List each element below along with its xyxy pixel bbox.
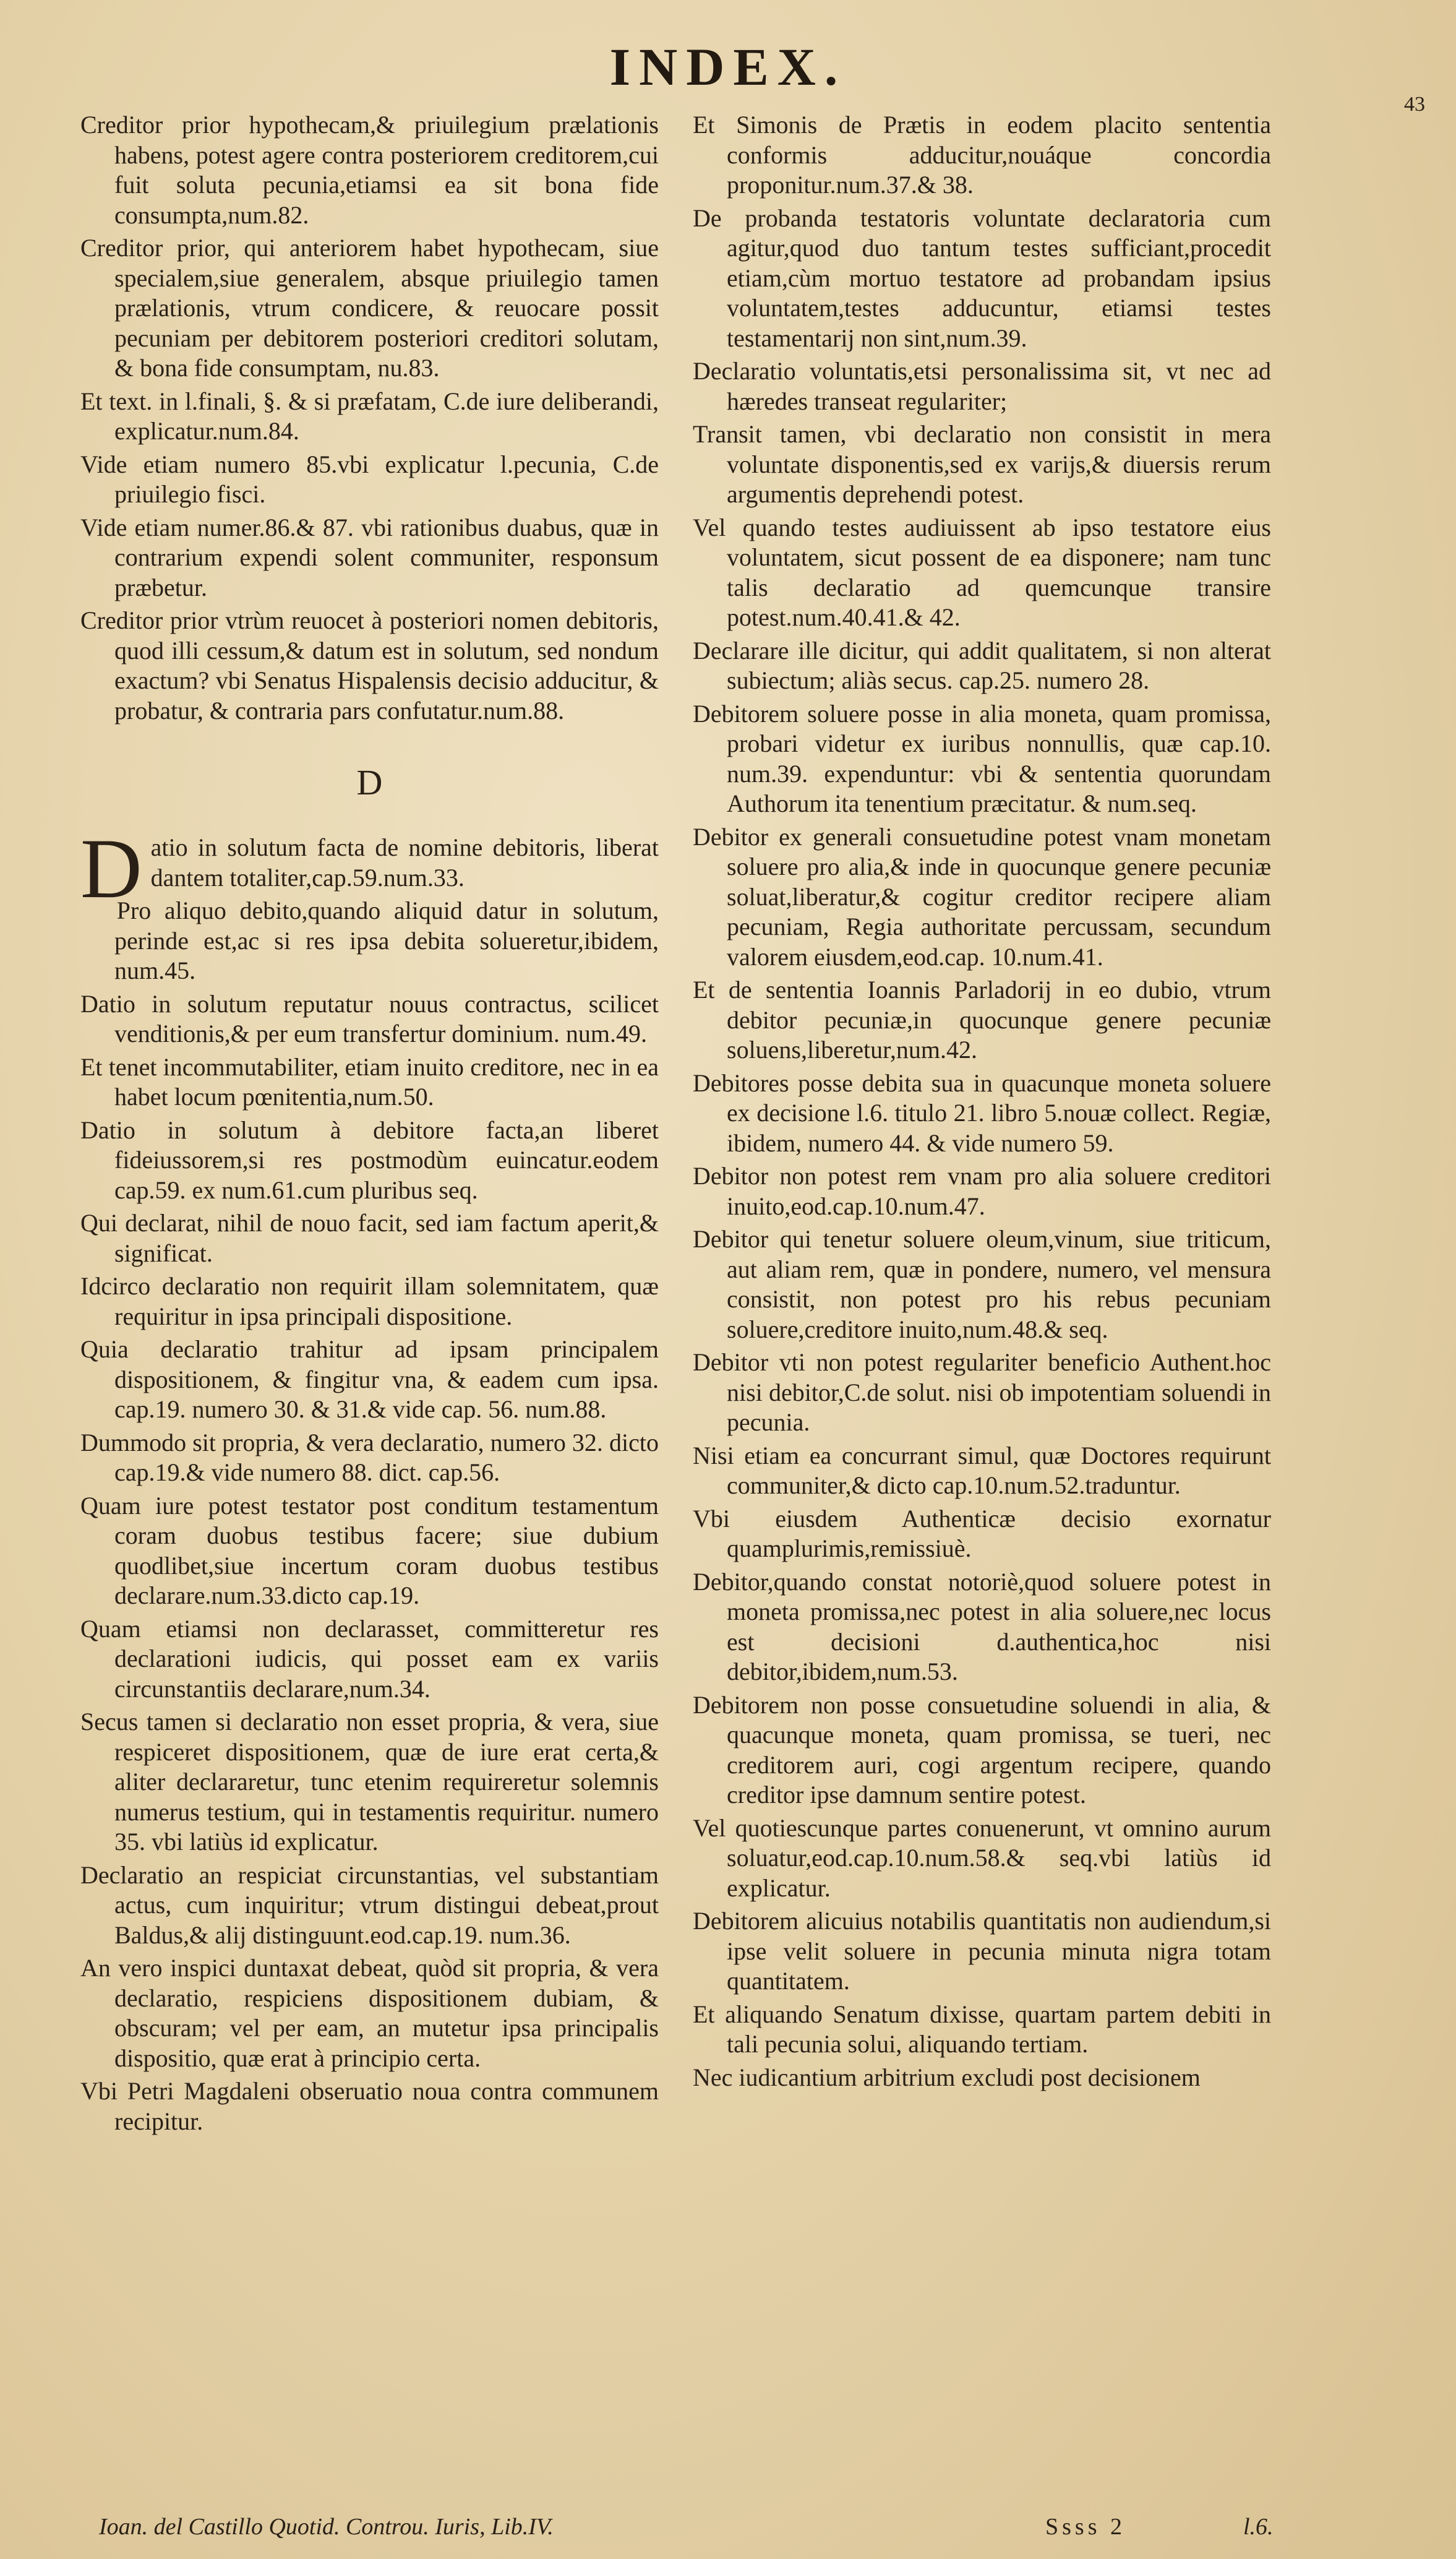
section-letter: D bbox=[356, 762, 383, 802]
running-title: Ioan. del Castillo Quotid. Controu. Iuris, Lib.IV. bbox=[99, 2514, 554, 2540]
index-entry: Dummodo sit propria, & vera declaratio, numero 32. dicto cap.19.& vide numero 88. dict. cap.56. bbox=[80, 1428, 659, 1486]
index-entry: Quam iure potest testator post conditum testamentum coram duobus testibus facere; siue dubium quodlibet,siue incertum coram duobus testibus declarare.num.33.dicto cap.19. bbox=[80, 1491, 659, 1609]
index-entry-first bbox=[80, 821, 659, 916]
index-entry: Et de sententia Ioannis Parladorij in eo dubio, vtrum debitor pecuniæ,in quocunque genere pecuniæ soluens,liberetur,num.42. bbox=[693, 976, 1271, 1064]
index-entry: Et tenet incommutabiliter, etiam inuito creditore, nec in ea habet locum pœnitentia,num.50. bbox=[80, 1052, 659, 1111]
index-entry: Debitor vti non potest regulariter beneficio Authent.hoc nisi debitor,C.de solut. nisi ob impotentiam soluendi in pecunia. bbox=[693, 1348, 1271, 1436]
left-column bbox=[80, 110, 659, 2140]
catchword: l.6. bbox=[1243, 2514, 1274, 2540]
index-entry: Vbi eiusdem Authenticæ decisio exornatur quamplurimis,remissiuè. bbox=[693, 1504, 1271, 1562]
index-entry: Declarare ille dicitur, qui addit qualitatem, si non alterat subiectum; aliàs secus. cap.25. numero 28. bbox=[693, 636, 1271, 694]
index-entry: Et aliquando Senatum dixisse, quartam partem debiti in tali pecunia solui, aliquando tertiam. bbox=[693, 2000, 1271, 2058]
signature-mark: Ssss 2 bbox=[1045, 2514, 1126, 2540]
drop-cap: D bbox=[80, 821, 142, 916]
index-entry: Vide etiam numero 85.vbi explicatur l.pecunia, C.de priuilegio fisci. bbox=[80, 450, 659, 508]
index-entry: Declaratio voluntatis,etsi personalissima sit, vt nec ad hæredes transeat regulariter; bbox=[693, 357, 1271, 415]
index-entry: Nec iudicantium arbitrium excludi post decisionem bbox=[693, 2063, 1201, 2091]
index-entry: Creditor prior, qui anteriorem habet hypothecam, siue specialem,siue generalem, absque priuilegio tamen prælationis, vtrum condicere, & reuocare possit pecuniam per debitorem posteriori creditori solutam, & bona fide consumptam, nu.83. bbox=[80, 234, 659, 382]
right-column bbox=[693, 110, 1271, 2096]
index-entry: Secus tamen si declaratio non esset propria, & vera, siue respiceret dispositionem, quæ de iure erat certa,& aliter declararetur, tunc etenim requireretur solemnis numerus testium, qui in testamentis requiritur. numero 35. vbi latiùs id explicatur. bbox=[80, 1708, 659, 1856]
index-entry: Pro aliquo debito,quando aliquid datur in solutum, perinde est,ac si res ipsa debita solueretur,ibidem, num.45. bbox=[114, 897, 659, 984]
index-entry: Creditor prior hypothecam,& priuilegium prælationis habens, potest agere contra posteriorem creditorem,cui fuit soluta pecunia,etiamsi ea sit bona fide consumpta,num.82. bbox=[80, 111, 659, 229]
index-entry: Debitor ex generali consuetudine potest vnam monetam soluere pro alia,& inde in quocunque genere pecuniæ soluat,liberatur,& cogitur creditor recipere aliam pecuniam, Regia authoritate percussam, secundum valorem eiusdem,eod.cap. 10.num.41. bbox=[693, 822, 1271, 971]
first-entry-text: atio in solutum facta de nomine debitoris, liberat dantem totaliter,cap.59.num.33. bbox=[150, 833, 659, 892]
index-entry: Creditor prior vtrùm reuocet à posteriori nomen debitoris, quod illi cessum,& datum est in solutum, sed nondum exactum? vbi Senatus Hispalensis decisio adducitur, & probatur, & contraria pars confutatur.num.88. bbox=[80, 606, 659, 725]
index-entry: Vide etiam numer.86.& 87. vbi rationibus duabus, quæ in contrarium expendi solent communiter, responsum præbetur. bbox=[80, 513, 659, 601]
index-entry: Debitor non potest rem vnam pro alia soluere creditori inuito,eod.cap.10.num.47. bbox=[693, 1162, 1271, 1220]
index-entry: Vel quando testes audiuissent ab ipso testatore eius voluntatem, sicut possent de ea disponere; nam tunc talis declaratio ad quemcunque transire potest.num.40.41.& 42. bbox=[693, 513, 1271, 631]
index-entry: Transit tamen, vbi declaratio non consistit in mera voluntate disponentis,sed ex varijs,& diuersis rerum argumentis deprehendi potest. bbox=[693, 420, 1271, 508]
index-entry: Debitorem non posse consuetudine soluendi in alia, & quacunque moneta, quam promissa, se tueri, nec creditorem auri, cogi argentum recipere, quando creditor ipse damnum sentire potest. bbox=[693, 1690, 1271, 1809]
index-entry: Datio in solutum à debitore facta,an liberet fideiussorem,si res postmodùm euincatur.eodem cap.59. ex num.61.cum pluribus seq. bbox=[80, 1116, 659, 1204]
index-entry: Debitores posse debita sua in quacunque moneta soluere ex decisione l.6. titulo 21. libro 5.nouæ collect. Regiæ, ibidem, numero 44. & vide numero 59. bbox=[693, 1069, 1271, 1157]
index-entry: Debitor qui tenetur soluere oleum,vinum, siue triticum, aut aliam rem, quæ in pondere, numero, vel mensura consistit, non potest pro his rebus pecuniam soluere,creditore inuito,num.48.& seq. bbox=[693, 1225, 1271, 1343]
index-entry: Et Simonis de Prætis in eodem placito sententia conformis adducitur,nouáque concordia proponitur.num.37.& 38. bbox=[693, 111, 1271, 199]
page-title: INDEX. bbox=[609, 37, 847, 97]
index-entry: An vero inspici duntaxat debeat, quòd sit propria, & vera declaratio, respiciens dispositionem dubiam, & obscuram; vel per eam, an mutetur ipsa principalis dispositio, quæ erat à principio certa. bbox=[80, 1954, 659, 2072]
index-entry: De probanda testatoris voluntate declaratoria cum agitur,quod duo tantum testes sufficiant,procedit etiam,cùm mortuo testatore ad probandam ipsius voluntatem,testes adducuntur, etiamsi testes testamentarij non sint,num.39. bbox=[693, 204, 1271, 352]
index-entry: Debitorem soluere posse in alia moneta, quam promissa, probari videtur ex iuribus nonnullis, quæ cap.10. num.39. expenduntur: vbi & sententia quorundam Authorum ita tenentium præcitatur. & num.seq. bbox=[693, 699, 1271, 817]
index-entry: Datio in solutum reputatur nouus contractus, scilicet venditionis,& per eum transfertur dominium. num.49. bbox=[80, 989, 659, 1047]
index-entry: Vel quotiescunque partes conuenerunt, vt omnino aurum soluatur,eod.cap.10.num.58.& seq.vbi latiùs id explicatur. bbox=[693, 1813, 1271, 1902]
index-entry: Debitor,quando constat notoriè,quod soluere potest in moneta promissa,nec potest in alia soluere,nec locus est decisioni d.authentica,hoc nisi debitor,ibidem,num.53. bbox=[693, 1567, 1271, 1685]
index-entry: Qui declarat, nihil de nouo facit, sed iam factum aperit,& significat. bbox=[80, 1209, 659, 1267]
index-entry: Declaratio an respiciat circunstantias, vel substantiam actus, cum inquiritur; vtrum distingui debeat,prout Baldus,& alij distinguunt.eod.cap.19. num.36. bbox=[80, 1860, 659, 1949]
index-entry: Vbi Petri Magdaleni obseruatio noua contra communem recipitur. bbox=[80, 2077, 659, 2135]
index-entry: Quia declaratio trahitur ad ipsam principalem dispositionem, & fingitur vna, & eadem cum ipsa. cap.19. numero 30. & 31.& vide cap. 56. num.88. bbox=[80, 1335, 659, 1423]
page-number: 43 bbox=[1404, 93, 1425, 116]
index-entry: Nisi etiam ea concurrant simul, quæ Doctores requirunt communiter,& dicto cap.10.num.52.traduntur. bbox=[693, 1441, 1271, 1499]
index-entry: Debitorem alicuius notabilis quantitatis non audiendum,si ipse velit soluere in pecunia minuta nigra totam quantitatem. bbox=[693, 1907, 1271, 1995]
index-entry: Idcirco declaratio non requirit illam solemnitatem, quæ requiritur in ipsa principali dispositione. bbox=[80, 1272, 659, 1330]
index-entry: Et text. in l.finali, §. & si præfatam, C.de iure deliberandi, explicatur.num.84. bbox=[80, 387, 659, 445]
index-entry: Quam etiamsi non declarasset, committeretur res declarationi iudicis, qui posset eam ex variis circunstantiis declarare,num.34. bbox=[80, 1614, 659, 1703]
